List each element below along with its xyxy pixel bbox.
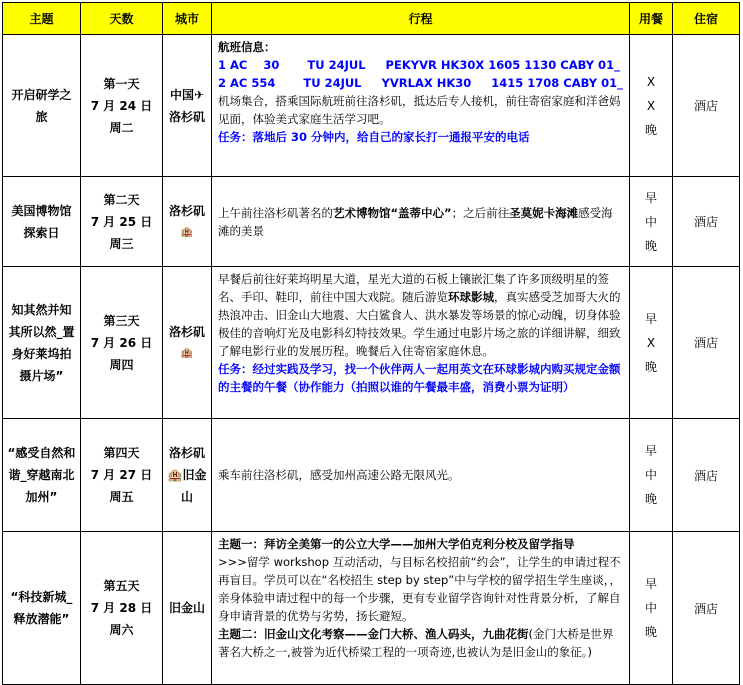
meals-cell (630, 35, 673, 177)
meal-lunch: X (646, 98, 656, 113)
itinerary-text: 机场集合，搭乘国际航班前往洛杉矶，抵达后专人接机，前往寄宿家庭和洋爸妈见面，体验美式家庭生活学习吧。 (218, 94, 621, 126)
city-name: 洛杉矶 (168, 324, 205, 339)
stay-cell: 酒店 (673, 177, 740, 267)
header-stay: 住宿 (673, 3, 740, 35)
meals-cell (630, 177, 673, 267)
city-name: 🏨旧金 (167, 468, 207, 482)
itinerary-text: >>>留学 workshop 互动活动，与目标名校招前“约会”，让学生的申请过程不再盲目。学员可以在“名校招生 step by step”中与学校的留学招生学生座谈，，亲身体验申请过程中的每一个步骤，更有专业留学咨询针对性背景分析，了解自身申请背景的优势与劣势，扬长避短。 (218, 555, 621, 623)
table-row (3, 177, 740, 267)
city-name: 洛杉矶 (168, 446, 205, 460)
meal-dinner: 晚 (644, 625, 657, 639)
itinerary-text: (金门大桥是世界著名大桥之一,被誉为近代桥梁工程的一项奇迹,也被认为是旧金山的象征。) (218, 627, 614, 659)
table-row (3, 419, 740, 532)
header-itinerary: 行程 (212, 3, 630, 35)
flight-line: 2 AC 554 TU 24JUL YVRLAX HK30 1415 1708 CABY 01_ (218, 76, 623, 90)
city-to: 洛杉矶 (168, 109, 205, 124)
day-cell (81, 532, 163, 685)
itinerary-text: ；之后前往 (451, 205, 510, 220)
itinerary-cell (212, 419, 630, 532)
day-cell (81, 267, 163, 419)
meal-dinner: 晚 (644, 359, 657, 374)
city-cell (163, 532, 212, 685)
city-name: 洛杉矶 (168, 203, 205, 218)
meal-breakfast: 早 (644, 444, 657, 458)
weekday-label: 周四 (109, 357, 134, 372)
flight-info-title: 航班信息： (218, 40, 276, 54)
meals-cell (630, 532, 673, 685)
day-label: 第四天 (103, 446, 140, 460)
table-row (3, 532, 740, 685)
itinerary-table (2, 2, 740, 685)
highlight-text: 圣莫妮卡海滩 (509, 205, 579, 220)
meals-cell (630, 267, 673, 419)
itinerary-text: 早餐后前往好莱坞明星大道，星光大道的石板上镶嵌汇集了许多顶级明星的签名、手印、鞋印，前往中国大戏院。随后游览 (218, 272, 609, 304)
itinerary-text: 感受海滩的美景 (218, 205, 613, 238)
theme-cell: “科技新城_释放潜能” (3, 532, 81, 685)
hotel-icon: 🏨 (180, 226, 194, 238)
stay-cell: 酒店 (673, 419, 740, 532)
header-city: 城市 (163, 3, 212, 35)
date-label: 7 月 28 日 (90, 601, 153, 615)
city-cell (163, 419, 212, 532)
meal-breakfast: 早 (644, 577, 657, 591)
meal-lunch: 中 (644, 601, 657, 615)
itinerary-cell (212, 177, 630, 267)
weekday-label: 周五 (109, 490, 134, 504)
theme-cell: 美国博物馆探索日 (3, 177, 81, 267)
date-label: 7 月 26 日 (90, 335, 153, 350)
stay-cell: 酒店 (673, 267, 740, 419)
theme-cell: “感受自然和谐_穿越南北加州” (3, 419, 81, 532)
flight-line: 1 AC 30 TU 24JUL PEKYVR HK30X 1605 1130 CABY 01_ (218, 58, 620, 72)
meal-dinner: 晚 (644, 492, 657, 506)
city-from: 中国✈ (169, 87, 205, 102)
itinerary-cell (212, 267, 630, 419)
stay-cell: 酒店 (673, 532, 740, 685)
day-label: 第二天 (103, 192, 140, 207)
city-cell (163, 267, 212, 419)
itinerary-cell (212, 532, 630, 685)
meals-cell (630, 419, 673, 532)
itinerary-cell (212, 35, 630, 177)
meal-dinner: 晚 (644, 238, 657, 253)
hotel-icon: 🏨 (180, 347, 194, 359)
weekday-label: 周六 (109, 623, 134, 637)
meal-breakfast: X (646, 74, 656, 89)
date-label: 7 月 25 日 (90, 214, 153, 229)
header-day: 天数 (81, 3, 163, 35)
theme-one-title: 主题一：拜访全美第一的公立大学——加州大学伯克利分校及留学指导 (218, 537, 575, 551)
theme-two-title: 主题二：旧金山文化考察——金门大桥、渔人码头，九曲花街 (218, 627, 529, 641)
meal-lunch: 中 (644, 214, 657, 229)
date-label: 7 月 24 日 (90, 98, 153, 113)
meal-lunch: 中 (644, 468, 657, 482)
day-cell (81, 35, 163, 177)
meal-dinner: 晚 (644, 122, 657, 137)
theme-cell: 知其然并知其所以然_置身好莱坞拍摄片场” (3, 267, 81, 419)
stay-cell: 酒店 (673, 35, 740, 177)
day-label: 第一天 (103, 76, 140, 91)
city-cell (163, 177, 212, 267)
day-cell (81, 177, 163, 267)
header-theme: 主题 (3, 3, 81, 35)
city-cell (163, 35, 212, 177)
task-text: 任务：经过实践及学习，找一个伙伴两人一起用英文在环球影城内购买规定金额的主餐的午餐（协作能力（拍照以谁的午餐最丰盛，消费小票为证明） (218, 362, 621, 394)
table-row (3, 267, 740, 419)
itinerary-text: 乘车前往洛杉矶，感受加州高速公路无限风光。 (218, 468, 460, 482)
weekday-label: 周二 (109, 120, 134, 135)
table-row (3, 35, 740, 177)
theme-cell: 开启研学之旅 (3, 35, 81, 177)
weekday-label: 周三 (109, 236, 134, 251)
day-label: 第五天 (103, 579, 140, 593)
itinerary-text: 上午前往洛杉矶著名的 (218, 205, 333, 220)
date-label: 7 月 27 日 (90, 468, 153, 482)
day-cell (81, 419, 163, 532)
city-name: 山 (180, 490, 193, 504)
meal-breakfast: 早 (644, 190, 657, 205)
header-row (3, 3, 740, 35)
day-label: 第三天 (103, 313, 140, 328)
highlight-text: 环球影城 (448, 290, 494, 304)
meal-breakfast: 早 (644, 311, 657, 326)
highlight-text: 艺术博物馆“盖蒂中心” (333, 205, 452, 220)
itinerary-text: ，真实感受芝加哥大火的热浪冲击、旧金山大地震、大白鲨食人、洪水暴发等场景的惊心动魄，切身体验极佳的音响灯光及电影科幻特技效果。学生通过电影片场之旅的详细讲解，细致了解电影行业的发展历程。晚餐后入住寄宿家庭休息。 (218, 290, 621, 358)
header-meals: 用餐 (630, 3, 673, 35)
city-name: 旧金山 (168, 601, 205, 615)
meal-lunch: X (646, 335, 656, 350)
task-text: 任务：落地后 30 分钟内，给自己的家长打一通报平安的电话 (218, 130, 530, 144)
